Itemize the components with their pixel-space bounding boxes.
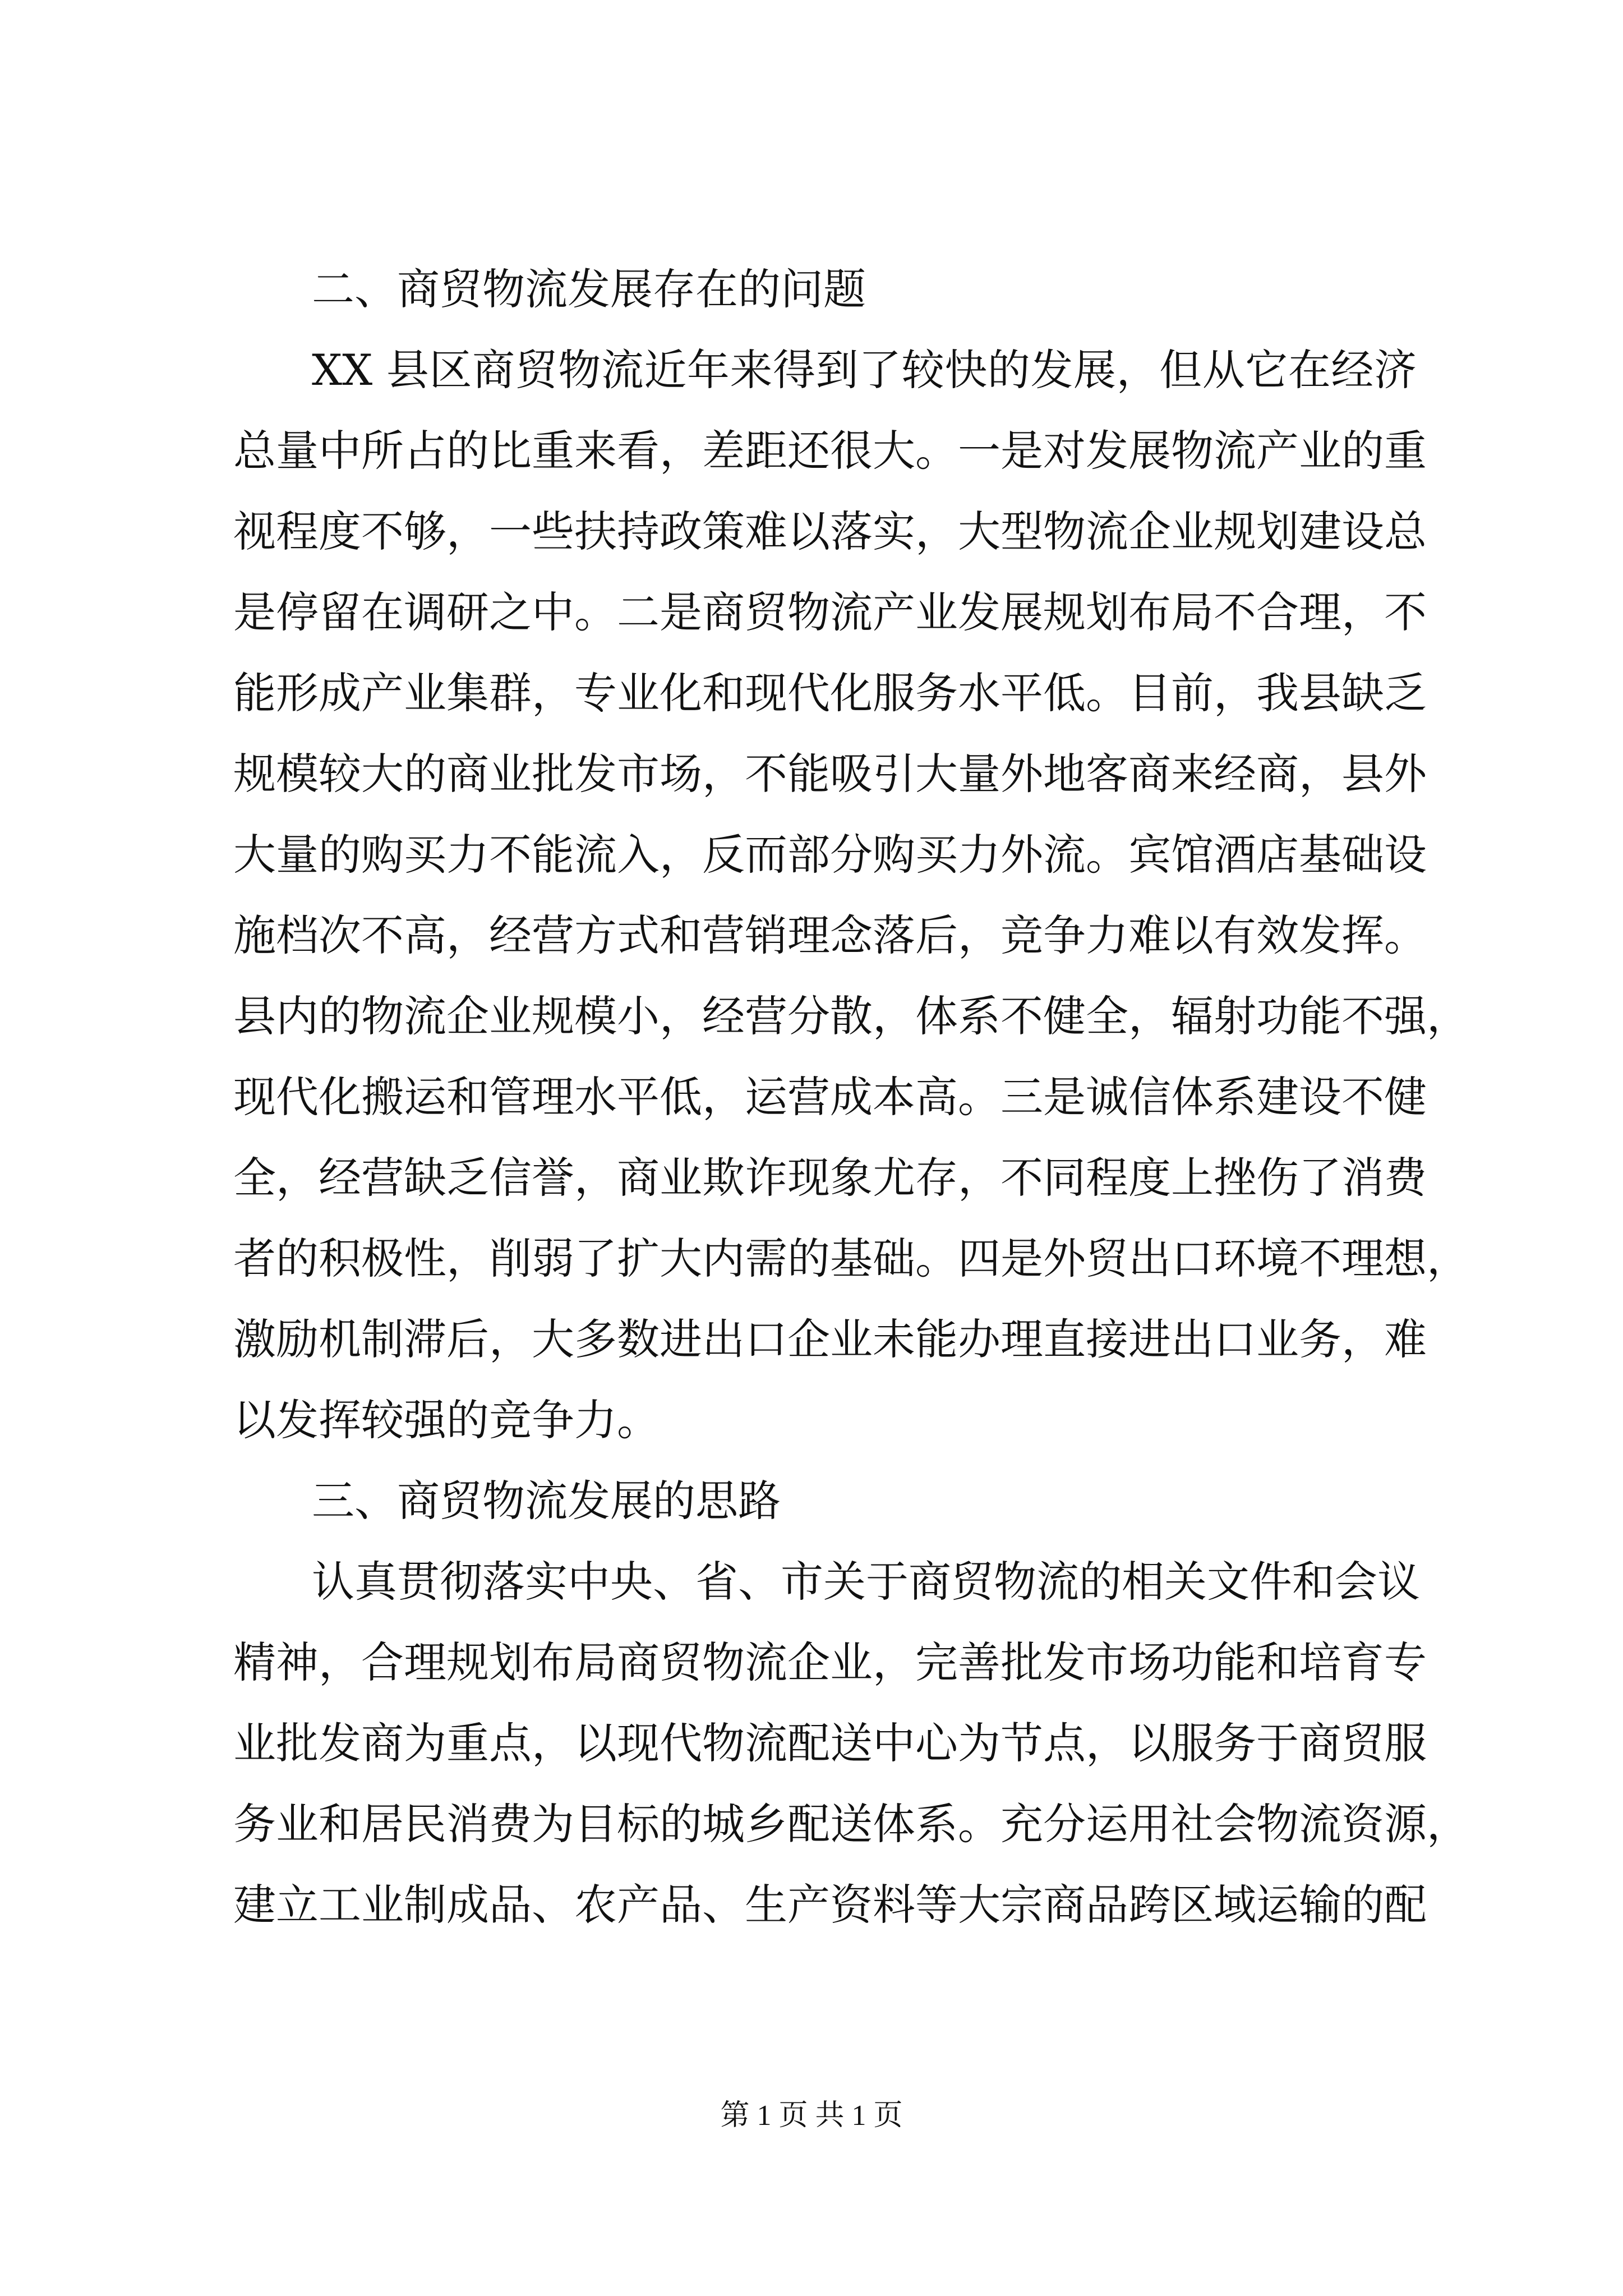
paragraph-line: 县内的物流企业规模小，经营分散，体系不健全，辐射功能不强， — [233, 991, 1469, 1041]
section-heading-approach: 三、商贸物流发展的思路 — [312, 1476, 781, 1526]
paragraph-line: 现代化搬运和管理水平低，运营成本高。三是诚信体系建设不健 — [233, 1072, 1427, 1122]
paragraph-line: 精神，合理规划布局商贸物流企业，完善批发市场功能和培育专 — [233, 1637, 1427, 1687]
paragraph-line: 全，经营缺乏信誉，商业欺诈现象尤存，不同程度上挫伤了消费 — [233, 1153, 1427, 1203]
paragraph-line: 能形成产业集群，专业化和现代化服务水平低。目前，我县缺乏 — [233, 668, 1427, 718]
paragraph-line: 认真贯彻落实中央、省、市关于商贸物流的相关文件和会议 — [312, 1557, 1420, 1607]
paragraph-line: 总量中所占的比重来看，差距还很大。一是对发展物流产业的重 — [233, 426, 1427, 476]
paragraph-line: 建立工业制成品、农产品、生产资料等大宗商品跨区域运输的配 — [233, 1880, 1427, 1930]
paragraph-line: 务业和居民消费为目标的城乡配送体系。充分运用社会物流资源， — [233, 1799, 1469, 1849]
paragraph-line: 以发挥较强的竞争力。 — [233, 1395, 660, 1445]
paragraph-line: 是停留在调研之中。二是商贸物流产业发展规划布局不合理，不 — [233, 587, 1427, 637]
paragraph-line: 激励机制滞后，大多数进出口企业未能办理直接进出口业务，难 — [233, 1314, 1427, 1364]
paragraph-line: 者的积极性，削弱了扩大内需的基础。四是外贸出口环境不理想， — [233, 1234, 1469, 1283]
paragraph-line: XX 县区商贸物流近年来得到了较快的发展，但从它在经济 — [312, 345, 1417, 395]
paragraph-line: 大量的购买力不能流入，反而部分购买力外流。宾馆酒店基础设 — [233, 830, 1427, 880]
paragraph-line: 施档次不高，经营方式和营销理念落后，竞争力难以有效发挥。 — [233, 910, 1427, 960]
paragraph-line: 规模较大的商业批发市场，不能吸引大量外地客商来经商，县外 — [233, 749, 1427, 799]
section-heading-problems: 二、商贸物流发展存在的问题 — [312, 264, 866, 314]
paragraph-line: 业批发商为重点，以现代物流配送中心为节点，以服务于商贸服 — [233, 1718, 1427, 1768]
page-number-footer: 第 1 页 共 1 页 — [720, 2100, 903, 2132]
paragraph-line: 视程度不够，一些扶持政策难以落实，大型物流企业规划建设总 — [233, 507, 1427, 556]
